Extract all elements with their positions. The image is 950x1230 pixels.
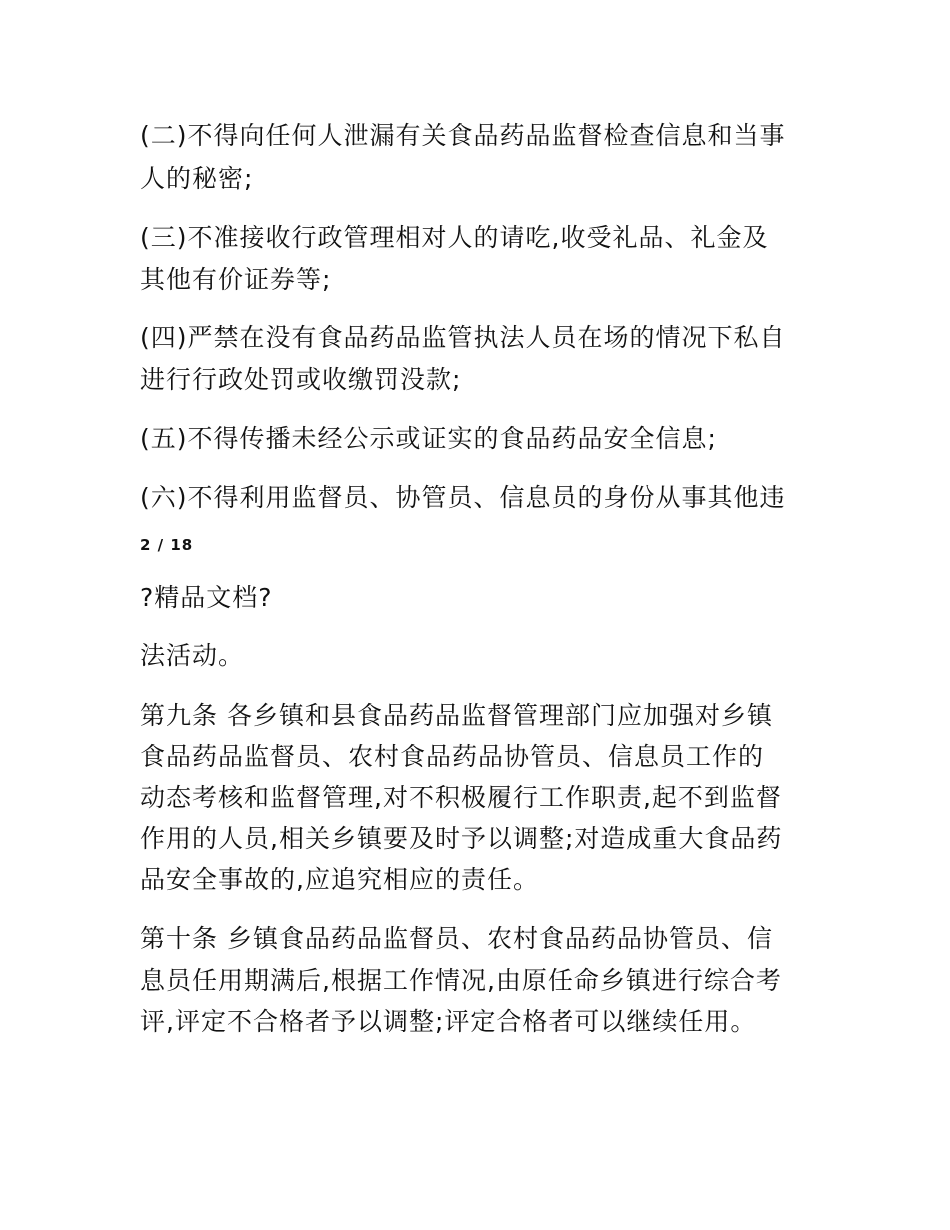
text-line: 其他有价证券等; bbox=[140, 265, 332, 294]
text-line: 动态考核和监督管理,对不积极履行工作职责,起不到监督 bbox=[140, 783, 782, 812]
text-line: 评,评定不合格者予以调整;评定合格者可以继续任用。 bbox=[140, 1007, 757, 1036]
text-line: 作用的人员,相关乡镇要及时予以调整;对造成重大食品药 bbox=[140, 824, 783, 853]
text-line: 进行行政处罚或收缴罚没款; bbox=[140, 365, 462, 394]
text-line: 人的秘密; bbox=[140, 164, 254, 193]
page-number: 2 / 18 bbox=[140, 536, 194, 554]
text-line: (二)不得向任何人泄漏有关食品药品监督检查信息和当事 bbox=[140, 121, 786, 150]
text-line: 第十条 乡镇食品药品监督员、农村食品药品协管员、信 bbox=[140, 924, 773, 953]
text-line: 法活动。 bbox=[140, 641, 245, 670]
text-line: 第九条 各乡镇和县食品药品监督管理部门应加强对乡镇 bbox=[140, 701, 773, 730]
text-line: (三)不准接收行政管理相对人的请吃,收受礼品、礼金及 bbox=[140, 223, 769, 252]
text-line: 息员任用期满后,根据工作情况,由原任命乡镇进行综合考 bbox=[140, 966, 782, 995]
text-line: (五)不得传播未经公示或证实的食品药品安全信息; bbox=[140, 424, 717, 453]
document-header: ?精品文档? bbox=[140, 583, 273, 612]
text-line: 食品药品监督员、农村食品药品协管员、信息员工作的 bbox=[140, 742, 765, 771]
text-line: (四)严禁在没有食品药品监管执法人员在场的情况下私自 bbox=[140, 323, 786, 352]
text-line: 品安全事故的,应追究相应的责任。 bbox=[140, 865, 539, 894]
text-line: (六)不得利用监督员、协管员、信息员的身份从事其他违 bbox=[140, 483, 786, 512]
